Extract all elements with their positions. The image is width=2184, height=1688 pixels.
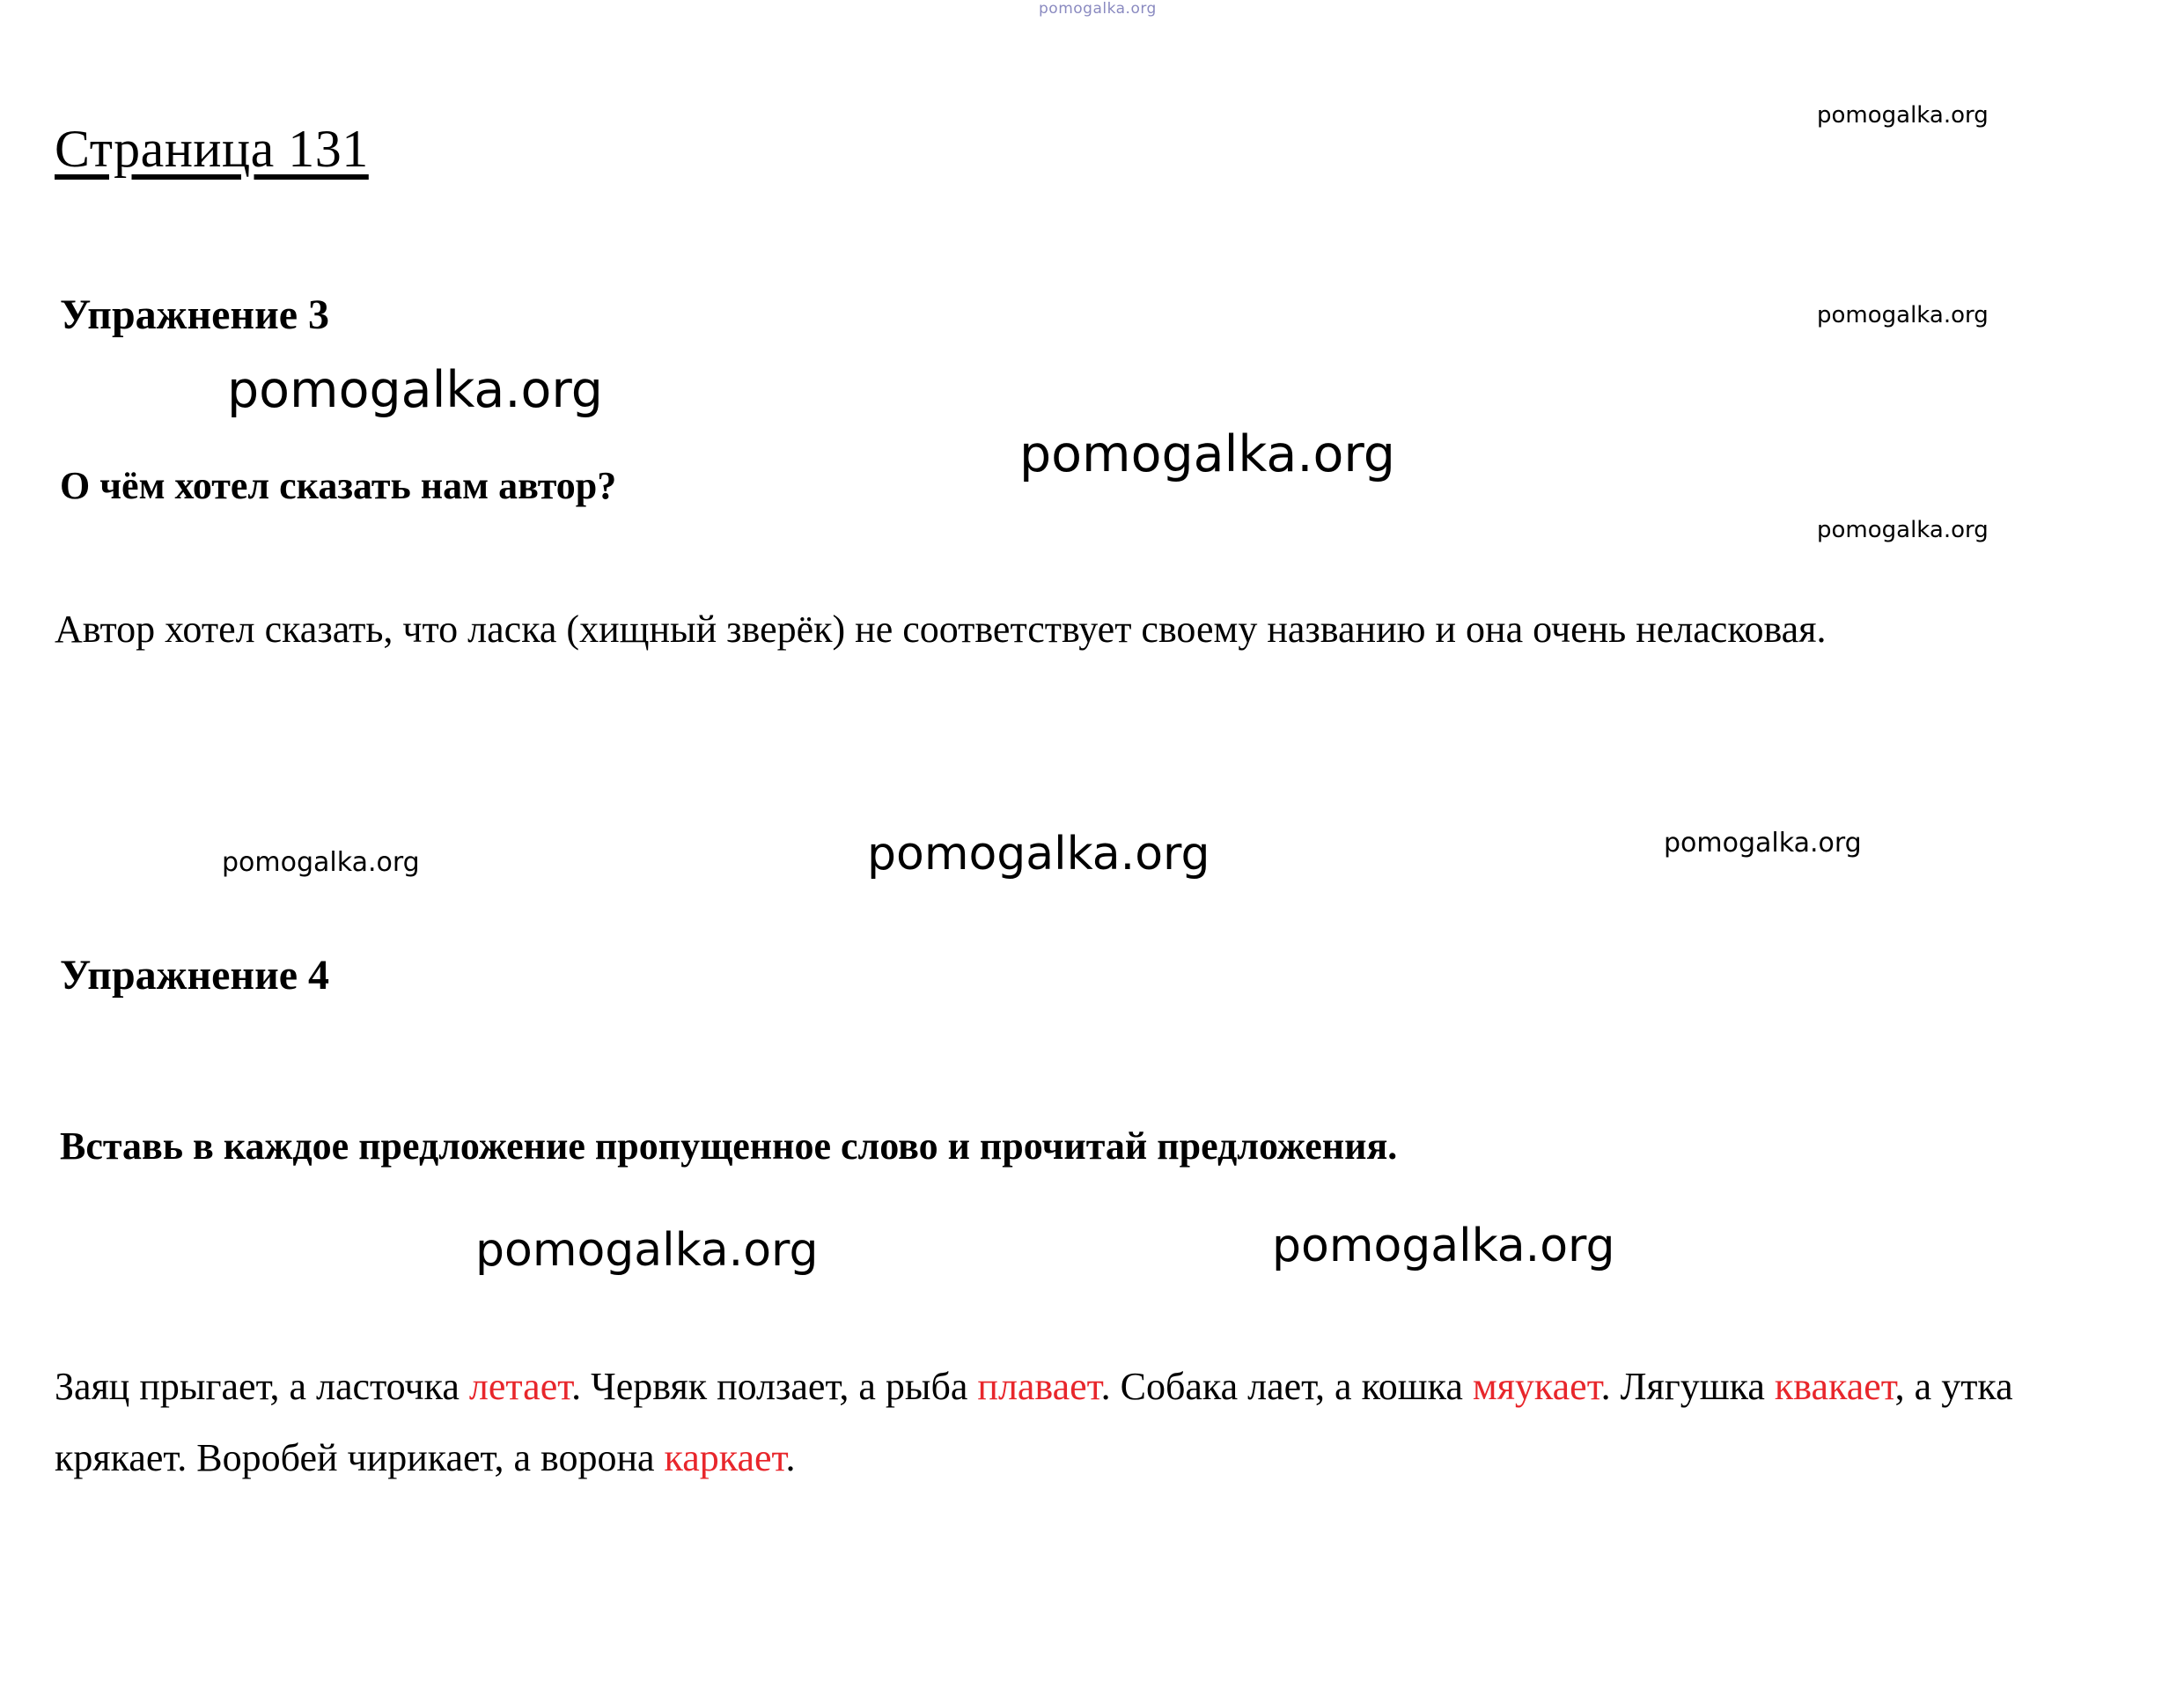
exercise-3-answer: Автор хотел сказать, что ласка (хищный зверёк) не соответствует своему названию и она очень неласковая. (55, 608, 1827, 651)
watermark: pomogalka.org (867, 828, 1210, 881)
watermark: pomogalka.org (227, 361, 603, 419)
sentence-fragment: , а утка крякает. Воробей чирикает, а ворона (55, 1365, 2013, 1480)
exercise-4-prompt: Вставь в каждое предложение пропущенное слово и прочитай предложения. (60, 1124, 1398, 1168)
watermark: pomogalka.org (1019, 425, 1395, 483)
exercise-3-prompt: О чём хотел сказать нам автор? (60, 464, 617, 507)
answer-word: каркает (664, 1436, 786, 1480)
answer-word: мяукает (1472, 1365, 1601, 1408)
sentence-fragment: . (785, 1436, 796, 1480)
sentence-fragment: . Собака лает, а кошка (1100, 1365, 1473, 1408)
watermark: pomogalka.org (1817, 517, 1989, 543)
exercise-4-answer (55, 1351, 2114, 1494)
answer-word: летает (468, 1365, 572, 1408)
answer-word: плавает (977, 1365, 1101, 1408)
watermark: pomogalka.org (1039, 0, 1157, 18)
exercise-4-heading: Упражнение 4 (60, 951, 330, 999)
watermark: pomogalka.org (222, 847, 420, 878)
sentence-fragment: . Лягушка (1600, 1365, 1775, 1408)
watermark: pomogalka.org (1272, 1220, 1615, 1272)
answer-word: квакает (1774, 1365, 1895, 1408)
watermark: pomogalka.org (1664, 828, 1862, 859)
watermark: pomogalka.org (475, 1224, 819, 1277)
sentence-fragment: . Червяк ползает, а рыба (571, 1365, 978, 1408)
exercise-3-heading: Упражнение 3 (60, 291, 330, 338)
watermark: pomogalka.org (1817, 102, 1989, 129)
page-title: Страница 131 (55, 120, 369, 179)
watermark: pomogalka.org (1817, 302, 1989, 328)
sentence-fragment: Заяц прыгает, а ласточка (55, 1365, 469, 1408)
